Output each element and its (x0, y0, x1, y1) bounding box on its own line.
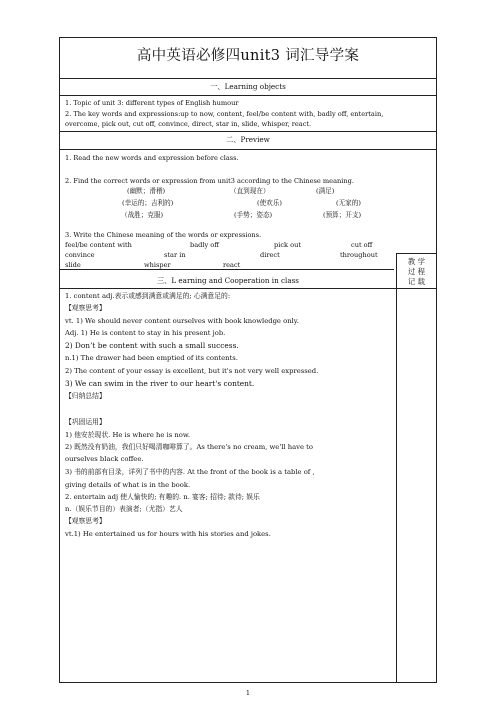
cn-hint: (满足) (316, 187, 335, 195)
cn-hint: (手势；姿态) (234, 211, 273, 219)
side-label-line: 教 学 (407, 257, 426, 266)
content-line: 1. content adj.表示或感到满意或满足的; 心满意足的: (65, 292, 231, 300)
section-header-preview: 二、Preview (226, 135, 270, 144)
content-line: 【观察思考】 (65, 304, 106, 312)
word-item: direct (260, 251, 280, 259)
content-line: 2) Don’t be content with such a small success. (65, 341, 239, 350)
cn-hint: (幸运的；吉利的) (122, 199, 174, 207)
side-label-line: 记 载 (407, 277, 426, 286)
word-item: convince (65, 251, 95, 259)
word-item: star in (164, 251, 186, 259)
cn-hint: （战胜；克服) (121, 211, 164, 219)
content-line: 1) 他安於现状. He is where he is now. (65, 431, 191, 439)
side-column-label (396, 257, 437, 287)
cn-hint: (使欢乐) (257, 199, 282, 207)
content-line: vt.1) He entertained us for hours with his stories and jokes. (65, 530, 271, 538)
divider (60, 149, 436, 150)
divider (60, 269, 394, 270)
content-line: 3) 书的前部有目录，详列了书中的内容. At the front of the book is a table of , (65, 468, 315, 476)
content-line: 【归纳总结】 (65, 392, 106, 400)
page-number: 1 (245, 689, 251, 697)
word-item: pick out (274, 241, 301, 249)
content-line: ourselves black coffee. (65, 455, 144, 463)
cn-hint: (幽默；滑稽) (127, 187, 166, 195)
section-header-learning: 三、L earning and Cooperation in class (156, 276, 299, 285)
section-header-objectives: 一、Learning objects (210, 82, 286, 91)
content-line: 2. entertain adj 使人愉快的; 有趣的. n. 宴客; 招待; 款待; 娱乐 (65, 493, 260, 501)
preview-item: 3. Write the Chinese meaning of the words or expressions. (65, 231, 262, 239)
word-item: whisper (144, 261, 171, 269)
word-item: slide (65, 261, 81, 269)
divider (60, 131, 436, 132)
divider (396, 253, 436, 254)
divider (60, 288, 436, 289)
objective-line: overcome, pick out, cut off, convince, direct, star in, slide, whisper, react. (65, 120, 312, 128)
content-line: n.（娱乐节目的）表演者;（尤指）艺人 (65, 505, 183, 513)
word-item: throughout (340, 251, 378, 259)
page-title: 高中英语必修四unit3 词汇导学案 (136, 48, 360, 64)
content-line: 【观察思考】 (65, 517, 106, 525)
content-line: giving details of what is in the book. (65, 481, 191, 489)
content-line: Adj. 1) He is content to stay in his present job. (65, 329, 226, 337)
word-item: badly off (190, 241, 219, 249)
cn-hint: （直到现在） (230, 187, 270, 195)
column-divider (396, 253, 397, 683)
word-item: react (223, 261, 241, 269)
content-line: 2) The content of your essay is excellent, but it's not very well expressed. (65, 367, 319, 375)
worksheet-table (59, 37, 437, 683)
cn-hint: (预算；开支) (323, 211, 362, 219)
divider (60, 78, 436, 79)
objective-line: 2. The key words and expressions:up to now, content, feel/be content with, badly off, entertain, (65, 110, 384, 118)
side-label-line: 过 程 (407, 267, 426, 276)
objective-line: 1. Topic of unit 3: different types of English humour (65, 99, 239, 107)
content-line: 3) We can swim in the river to our heart's content. (65, 379, 255, 388)
content-line: 【巩固运用】 (65, 418, 106, 426)
word-item: cut off (351, 241, 373, 249)
content-line: vt. 1) We should never content ourselves with book knowledge only. (65, 317, 299, 325)
divider (60, 95, 436, 96)
word-item: feel/be content with (65, 241, 132, 249)
preview-item: 2. Find the correct words or expression from unit3 according to the Chinese meaning. (65, 177, 354, 185)
cn-hint: (无家的) (336, 199, 361, 207)
content-line: 2) 既然没有奶油，我们只好喝清咖啡算了。As there's no cream, we'll have to (65, 443, 313, 451)
content-line: n.1) The drawer had been emptied of its contents. (65, 354, 238, 362)
preview-item: 1. Read the new words and expression before class. (65, 154, 239, 162)
